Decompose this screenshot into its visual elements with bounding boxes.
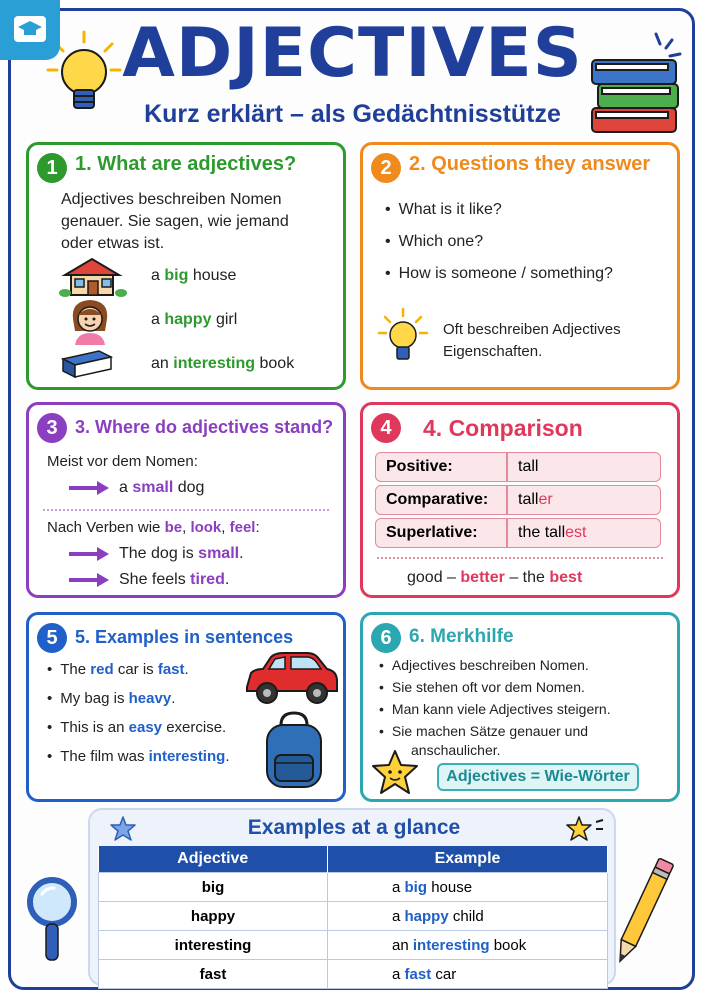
pencil-icon	[610, 852, 674, 976]
summary-pill: Adjectives = Wie-Wörter	[437, 763, 639, 791]
arrow-right-icon	[69, 481, 109, 495]
example-cell: a fast car	[328, 960, 608, 989]
star-icon	[566, 816, 606, 842]
description-line: oder etwas ist.	[61, 235, 165, 252]
example-cell: a happy child	[328, 902, 608, 931]
page-title: ADJECTIVES	[122, 14, 583, 93]
example-sentence: The dog is small.	[119, 545, 244, 562]
column-header: Adjective	[99, 846, 328, 873]
example-cell: a big house	[328, 873, 608, 902]
table-row	[375, 485, 661, 515]
card-number-badge: 1	[37, 153, 67, 183]
example-phrase: a small dog	[119, 479, 205, 496]
question-item: • What is it like?	[385, 201, 502, 219]
card-number-badge: 5	[37, 623, 67, 653]
backpack-icon	[259, 711, 329, 791]
example-phrase: a happy girl	[151, 311, 238, 328]
example-phrase: an interesting book	[151, 355, 295, 372]
example-sentence: • The red car is fast.	[47, 661, 189, 678]
lightbulb-icon	[377, 307, 429, 369]
table-row	[375, 518, 661, 548]
example-sentence: She feels tired.	[119, 571, 230, 588]
adjective-cell: happy	[99, 902, 328, 931]
comparison-table	[375, 449, 661, 551]
degree-form: taller	[507, 485, 661, 515]
card-examples-in-sentences	[26, 612, 346, 802]
card-comparison	[360, 402, 680, 598]
card-where-do-adjectives-stand	[26, 402, 346, 598]
star-icon	[371, 749, 419, 795]
adjective-cell: fast	[99, 960, 328, 989]
dotted-divider	[43, 509, 329, 511]
card-questions-they-answer	[360, 142, 680, 390]
degree-label: Superlative:	[375, 518, 507, 548]
degree-form: the tallest	[507, 518, 661, 548]
column-header: Example	[328, 846, 608, 873]
memo-item: • Adjectives beschreiben Nomen.	[379, 657, 589, 673]
example-sentence: • The film was interesting.	[47, 748, 229, 765]
card-merkhilfe	[360, 612, 680, 802]
degree-label: Positive:	[375, 452, 507, 482]
card-title: 4. Comparison	[423, 415, 583, 441]
rule-label: Nach Verben wie be, look, feel:	[47, 519, 260, 536]
example-sentence: • My bag is heavy.	[47, 690, 175, 707]
page-subtitle: Kurz erklärt – als Gedächtnisstütze	[144, 100, 561, 128]
table-row	[99, 902, 608, 931]
examples-at-a-glance	[88, 808, 616, 986]
memo-item: • Sie stehen oft vor dem Nomen.	[379, 679, 585, 695]
table-row	[99, 931, 608, 960]
question-item: • How is someone / something?	[385, 265, 613, 283]
tip-text: Oft beschreiben Adjectives	[443, 321, 621, 338]
memo-item: • Sie machen Sätze genauer und	[379, 723, 588, 739]
irregular-comparison: good – better – the best	[407, 569, 583, 586]
magnifier-icon	[22, 872, 82, 964]
card-number-badge: 4	[371, 413, 401, 443]
card-title: 6. Merkhilfe	[409, 626, 514, 647]
table-row	[99, 960, 608, 989]
girl-icon	[65, 297, 115, 345]
memo-item: • Man kann viele Adjectives steigern.	[379, 701, 611, 717]
card-title: 1. What are adjectives?	[75, 153, 297, 175]
dotted-divider	[377, 557, 663, 559]
arrow-right-icon	[69, 547, 109, 561]
rule-label: Meist vor dem Nomen:	[47, 453, 198, 470]
arrow-right-icon	[69, 573, 109, 587]
card-number-badge: 6	[371, 623, 401, 653]
book-icon	[59, 347, 115, 381]
degree-form: tall	[507, 452, 661, 482]
table-header-row	[99, 846, 608, 873]
glance-title: Examples at a glance	[247, 816, 461, 839]
tip-text: Eigenschaften.	[443, 343, 543, 360]
adjective-cell: interesting	[99, 931, 328, 960]
card-number-badge: 3	[37, 413, 67, 443]
house-icon	[59, 257, 127, 297]
example-phrase: a big house	[151, 267, 237, 284]
glance-table	[98, 846, 608, 989]
example-cell: an interesting book	[328, 931, 608, 960]
card-what-are-adjectives	[26, 142, 346, 390]
card-title: 5. Examples in sentences	[75, 627, 294, 647]
card-title: 3. Where do adjectives stand?	[75, 417, 334, 437]
question-item: • Which one?	[385, 233, 483, 251]
adjective-cell: big	[99, 873, 328, 902]
table-row	[99, 873, 608, 902]
card-title: 2. Questions they answer	[409, 153, 651, 175]
memo-item-continued: anschaulicher.	[411, 742, 501, 758]
table-row	[375, 452, 661, 482]
app-logo-icon[interactable]	[0, 0, 60, 60]
card-number-badge: 2	[371, 153, 401, 183]
example-sentence: • This is an easy exercise.	[47, 719, 226, 736]
description-line: genauer. Sie sagen, wie jemand	[61, 213, 289, 230]
degree-label: Comparative:	[375, 485, 507, 515]
description-line: Adjectives beschreiben Nomen	[61, 191, 282, 208]
car-icon	[241, 651, 341, 707]
